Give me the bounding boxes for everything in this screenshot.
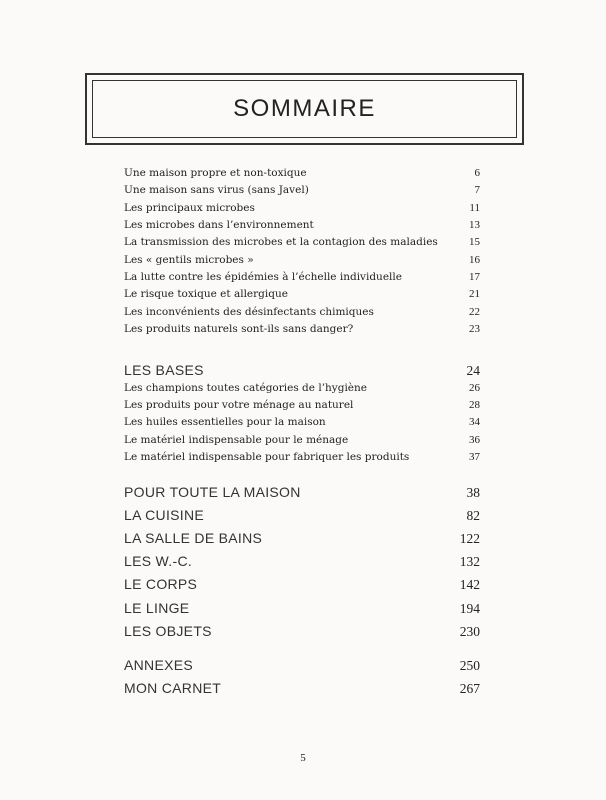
toc-entry — [124, 414, 480, 431]
section-heading-page: 122 — [459, 531, 480, 546]
section-heading-page: 38 — [466, 485, 480, 500]
section-heading-page: 142 — [459, 577, 480, 592]
section-heading-page: 267 — [459, 681, 480, 696]
toc-entry-page: 13 — [469, 219, 480, 231]
toc-entry-label: Les champions toutes catégories de l’hygiène — [124, 382, 367, 394]
section-heading — [124, 480, 480, 504]
toc-entry-label: Une maison propre et non-toxique — [124, 167, 307, 179]
section-heading-label: LE CORPS — [124, 576, 198, 592]
page-number: 5 — [300, 752, 306, 764]
section-heading-page: 24 — [466, 363, 480, 378]
section-heading-page: 132 — [459, 554, 480, 569]
toc-entry-page: 7 — [474, 184, 480, 196]
toc-entry-page: 28 — [469, 399, 480, 411]
section-heading-label: LES OBJETS — [124, 623, 212, 639]
section-heading-label: LE LINGE — [124, 600, 190, 616]
toc-entry — [124, 380, 480, 397]
section-heading-label: MON CARNET — [124, 680, 222, 696]
toc-entry-label: Les produits pour votre ménage au naturel — [124, 399, 354, 411]
toc-entry-label: Une maison sans virus (sans Javel) — [124, 184, 309, 196]
page-title: SOMMAIRE — [233, 95, 376, 122]
toc-entry — [124, 252, 480, 269]
toc-entry-label: Le matériel indispensable pour fabriquer les produits — [124, 451, 410, 463]
toc-entry-label: Les produits naturels sont-ils sans danger? — [124, 323, 354, 335]
toc-entry — [124, 182, 480, 199]
toc-entry-label: Les principaux microbes — [124, 202, 255, 214]
toc-entry-label: Les « gentils microbes » — [124, 254, 254, 266]
section-heading — [124, 653, 480, 677]
section-heading — [124, 572, 480, 596]
toc-entry-page: 23 — [469, 323, 480, 335]
toc-entry-label: Les inconvénients des désinfectants chimiques — [124, 306, 374, 318]
toc-entry-page: 34 — [469, 416, 480, 428]
section-heading-bases — [124, 358, 480, 382]
toc-entry-page: 37 — [469, 451, 480, 463]
toc-entry — [124, 321, 480, 338]
toc-entry-page: 15 — [469, 236, 480, 248]
section-heading-label: LES BASES — [124, 362, 204, 378]
toc-entry — [124, 200, 480, 217]
toc-entry-page: 26 — [469, 382, 480, 394]
title-frame — [85, 73, 524, 145]
toc-entry-page: 6 — [474, 167, 480, 179]
toc-entry-page: 17 — [469, 271, 480, 283]
section-heading-label: LA SALLE DE BAINS — [124, 530, 263, 546]
section-heading — [124, 526, 480, 550]
toc-entry-page: 11 — [469, 202, 480, 214]
section-heading-page: 230 — [459, 624, 480, 639]
toc-entry-label: La lutte contre les épidémies à l’échelle individuelle — [124, 271, 402, 283]
toc-entry-page: 21 — [469, 288, 480, 300]
section-heading-label: POUR TOUTE LA MAISON — [124, 484, 301, 500]
toc-entry-page: 22 — [469, 306, 480, 318]
toc-entry — [124, 286, 480, 303]
section-heading-page: 194 — [459, 601, 480, 616]
section-heading — [124, 619, 480, 643]
toc-entry — [124, 269, 480, 286]
toc-entry — [124, 304, 480, 321]
toc-entry — [124, 397, 480, 414]
toc-entry-label: La transmission des microbes et la contagion des maladies — [124, 236, 438, 248]
toc-entry-page: 16 — [469, 254, 480, 266]
section-heading — [124, 596, 480, 620]
section-heading-page: 250 — [459, 658, 480, 673]
section-heading-label: ANNEXES — [124, 657, 194, 673]
section-heading — [124, 503, 480, 527]
section-heading-label: LA CUISINE — [124, 507, 205, 523]
toc-entry-label: Les microbes dans l’environnement — [124, 219, 314, 231]
toc-entry-label: Le matériel indispensable pour le ménage — [124, 434, 349, 446]
section-heading-label: LES W.-C. — [124, 553, 193, 569]
toc-entry — [124, 449, 480, 466]
toc-entry — [124, 234, 480, 251]
title-inner-frame — [92, 80, 517, 138]
section-heading — [124, 676, 480, 700]
toc-entry — [124, 165, 480, 182]
section-heading-page: 82 — [466, 508, 480, 523]
toc-entry-label: Le risque toxique et allergique — [124, 288, 288, 300]
toc-entry-label: Les huiles essentielles pour la maison — [124, 416, 326, 428]
section-heading — [124, 549, 480, 573]
toc-entry — [124, 217, 480, 234]
toc-entry-page: 36 — [469, 434, 480, 446]
toc-entry — [124, 432, 480, 449]
